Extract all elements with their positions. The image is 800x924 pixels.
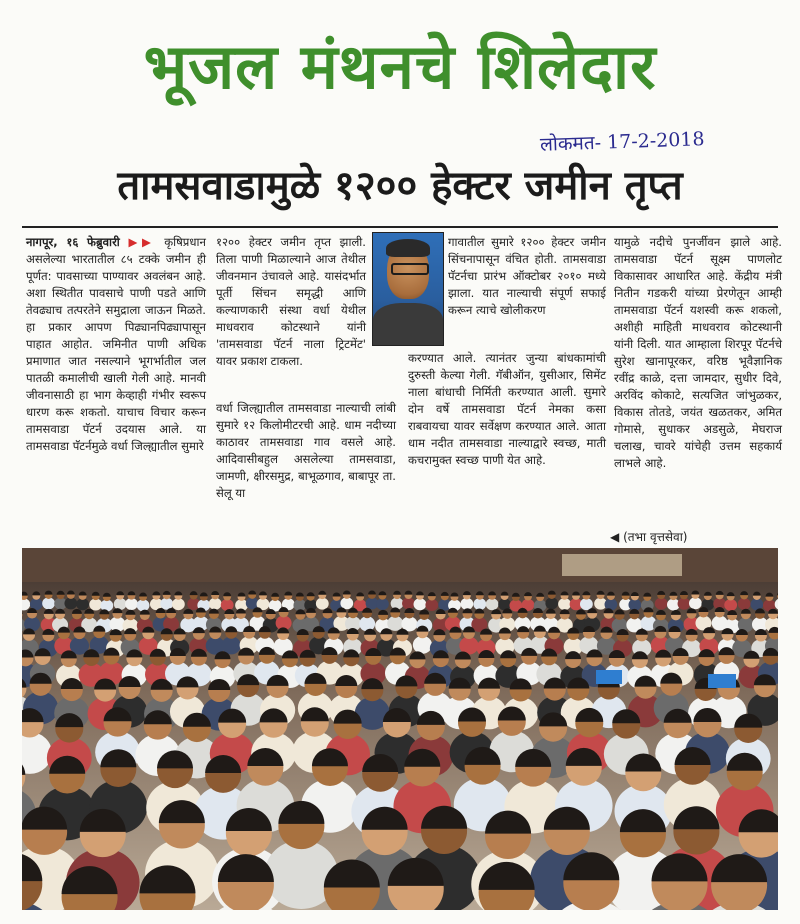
audience-person-body [391, 598, 404, 610]
audience-person-body [413, 636, 432, 654]
audience-person-body [209, 598, 222, 610]
audience-person-body [64, 597, 77, 609]
audience-photo [22, 548, 778, 910]
audience-person-body [125, 598, 138, 610]
audience-photo-graphic [22, 548, 778, 910]
audience-person-body [316, 598, 329, 610]
audience-person-body [750, 598, 763, 610]
audience-person-body [558, 598, 571, 610]
subheadline: तामसवाडामुळे १२०० हेक्टर जमीन तृप्त [117, 163, 683, 209]
audience-person-body [486, 598, 499, 610]
handwritten-date-note: लोकमत- 17-2-2018 [539, 128, 705, 156]
triangle-left-icon: ◀ [610, 530, 620, 544]
audience-person-body [425, 599, 438, 611]
headline: भूजल मंथनचे शिलेदार [143, 30, 657, 103]
audience-person-body [221, 599, 234, 611]
audience-person-body [545, 597, 558, 609]
audience-person-body [89, 599, 102, 611]
audience-person-body [655, 598, 668, 610]
article-column-3-top [448, 234, 606, 319]
audience-person-body [387, 616, 403, 631]
author-portrait [372, 232, 444, 346]
audience-person-body [605, 598, 618, 610]
article-column-2-top [216, 234, 366, 370]
column-2-bottom-text: वर्धा जिल्ह्यातील तामसवाडा नाल्याची लांबी सुमारे १२ किलोमीटरची आहे. धाम नदीच्या काठावर तामसवाडा गाव वसले आहे. आदिवासीबहुल असलेल्या तामसवाडा, जामणी, क्षीरसमुद्र, बाभूळगाव, बाबापूर ता. सेलू या [216, 401, 396, 500]
news-credit [610, 528, 687, 545]
column-3-top-text: गावातील सुमारे १२०० हेक्टर जमीन सिंचनापासून वंचित होती. तामसवाडा पॅटर्नचा प्रारंभ ऑक्टोबर २०१० मध्ये झाला. यात नाल्याची संपूर्ण सफाई करून त्याचे खोलीकरण [448, 235, 606, 317]
audience-person-body [498, 598, 511, 610]
article-column-3-bottom [408, 350, 606, 469]
audience-person-body [414, 598, 427, 610]
audience-person-body [689, 597, 702, 609]
audience-person-body [473, 598, 486, 610]
audience-person-body [76, 598, 89, 610]
audience-person-body [160, 598, 173, 610]
audience-person-body [172, 598, 185, 610]
article-column-4 [614, 234, 782, 472]
column-4-text: यामुळे नदीचे पुनर्जीवन झाले आहे. तामसवाडा पॅटर्न सूक्ष्म पाणलोट विकासावर आधारित आहे. केंद्रीय मंत्री नितीन गडकरी यांच्या प्रेरणेतून आम्ही तामसवाडा पॅटर्न यशस्वी करू शकलो, अशीही माहिती माधवराव कोटस्थानी यांनी दिली. यात आम्हाला शिरपूर पॅटर्नचे सुरेश खानापूरकर, वरिष्ठ भूवैज्ञानिक रवींद्र काळे, दत्ता जामदार, सुधीर दिवे, अरविंद कोकाटे, सत्यजित जांभुळकर, विकास तोतडे, जयंत खळतकर, अमित गोमासे, सुधाकर अडसुळे, मेघराज चलाख, चावरे यांचेही उत्तम सहकार्य लाभले आहे. [614, 235, 782, 470]
audience-person-body [359, 616, 375, 631]
column-1-text: कृषिप्रधान असलेल्या भारतातील ८५ टक्के जमीन ही पूर्णत: पावसाच्या पाण्यावर अवलंबन आहे. अशा स्थितीत पावसाचे पाणी पडते आणि तेवढ्याच तत्परतेने समुद्राला जाऊन मिळते. हा प्रकार आपण पिढ्यानपिढ्यापासून पाहात आहोत. जमिनीत पाणी अधिक प्रमाणात जात नसल्याने भूगर्भातील जल पातळी कमालीची खाली गेली आहे. मानवी जीवनासाठी हा भाग केव्हाही गंभीर स्वरूप धारण करू शकतो. याचाच विचार करून तामसवाडा पॅटर्न उदयास आले. या तामसवाडा पॅटर्नमुळे वर्धा जिल्ह्यातील सुमारे [26, 235, 206, 453]
portrait-glasses [391, 263, 429, 275]
audience-person-body [137, 599, 150, 611]
portrait-hair [386, 239, 430, 257]
audience-person-body [678, 598, 691, 610]
article-column-1 [26, 234, 206, 455]
audience-person-body [42, 597, 55, 609]
audience-person-body [738, 598, 751, 610]
audience-person-body [580, 598, 593, 610]
dateline-text: नागपूर, १६ फेब्रुवारी [26, 235, 120, 249]
audience-person-body [114, 598, 127, 610]
audience-person-body [376, 598, 389, 610]
column-3-bottom-text: करण्यात आले. त्यानंतर जुन्या बांधकामांची दुरुस्ती केल्या गेली. गॅबीऑन, युसीआर, सिमेंट नाला बांधाची निर्मिती करण्यात आली. सुमारे दोन वर्षे तामसवाडा पॅटर्न नेमका कसा राबवायचा यावर सर्वेक्षण करण्यात आले. आता धाम नदीत तामसवाडा नाल्याद्वारे स्वच्छ, माती कचरामुक्त स्वच्छ पाणी येत आहे. [408, 351, 606, 467]
double-chevron-right-icon: ▶▶ [128, 235, 156, 249]
column-2-top-text: १२०० हेक्टर जमीन तृप्त झाली. तिला पाणी मिळाल्याने आज तेथील जीवनमान उंचावले आहे. यासंदर्भात पूर्ती सिंचन समृद्धी आणि कल्याणकारी संस्था वर्धा येथील माधवराव कोटस्थाने यांनी 'तामसवाडा पॅटर्न नाला ट्रिटमेंट' यावर प्रकाश टाकला. [216, 235, 366, 368]
audience-person-body [340, 597, 353, 609]
audience-person-body [724, 599, 737, 611]
article-column-2-bottom [216, 400, 396, 502]
audience-person-body [460, 598, 473, 610]
portrait-shirt [373, 303, 443, 345]
credit-text: (तभा वृत्तसेवा) [623, 530, 688, 544]
audience-person-body [402, 597, 415, 609]
divider [22, 226, 778, 228]
dateline [26, 235, 164, 249]
